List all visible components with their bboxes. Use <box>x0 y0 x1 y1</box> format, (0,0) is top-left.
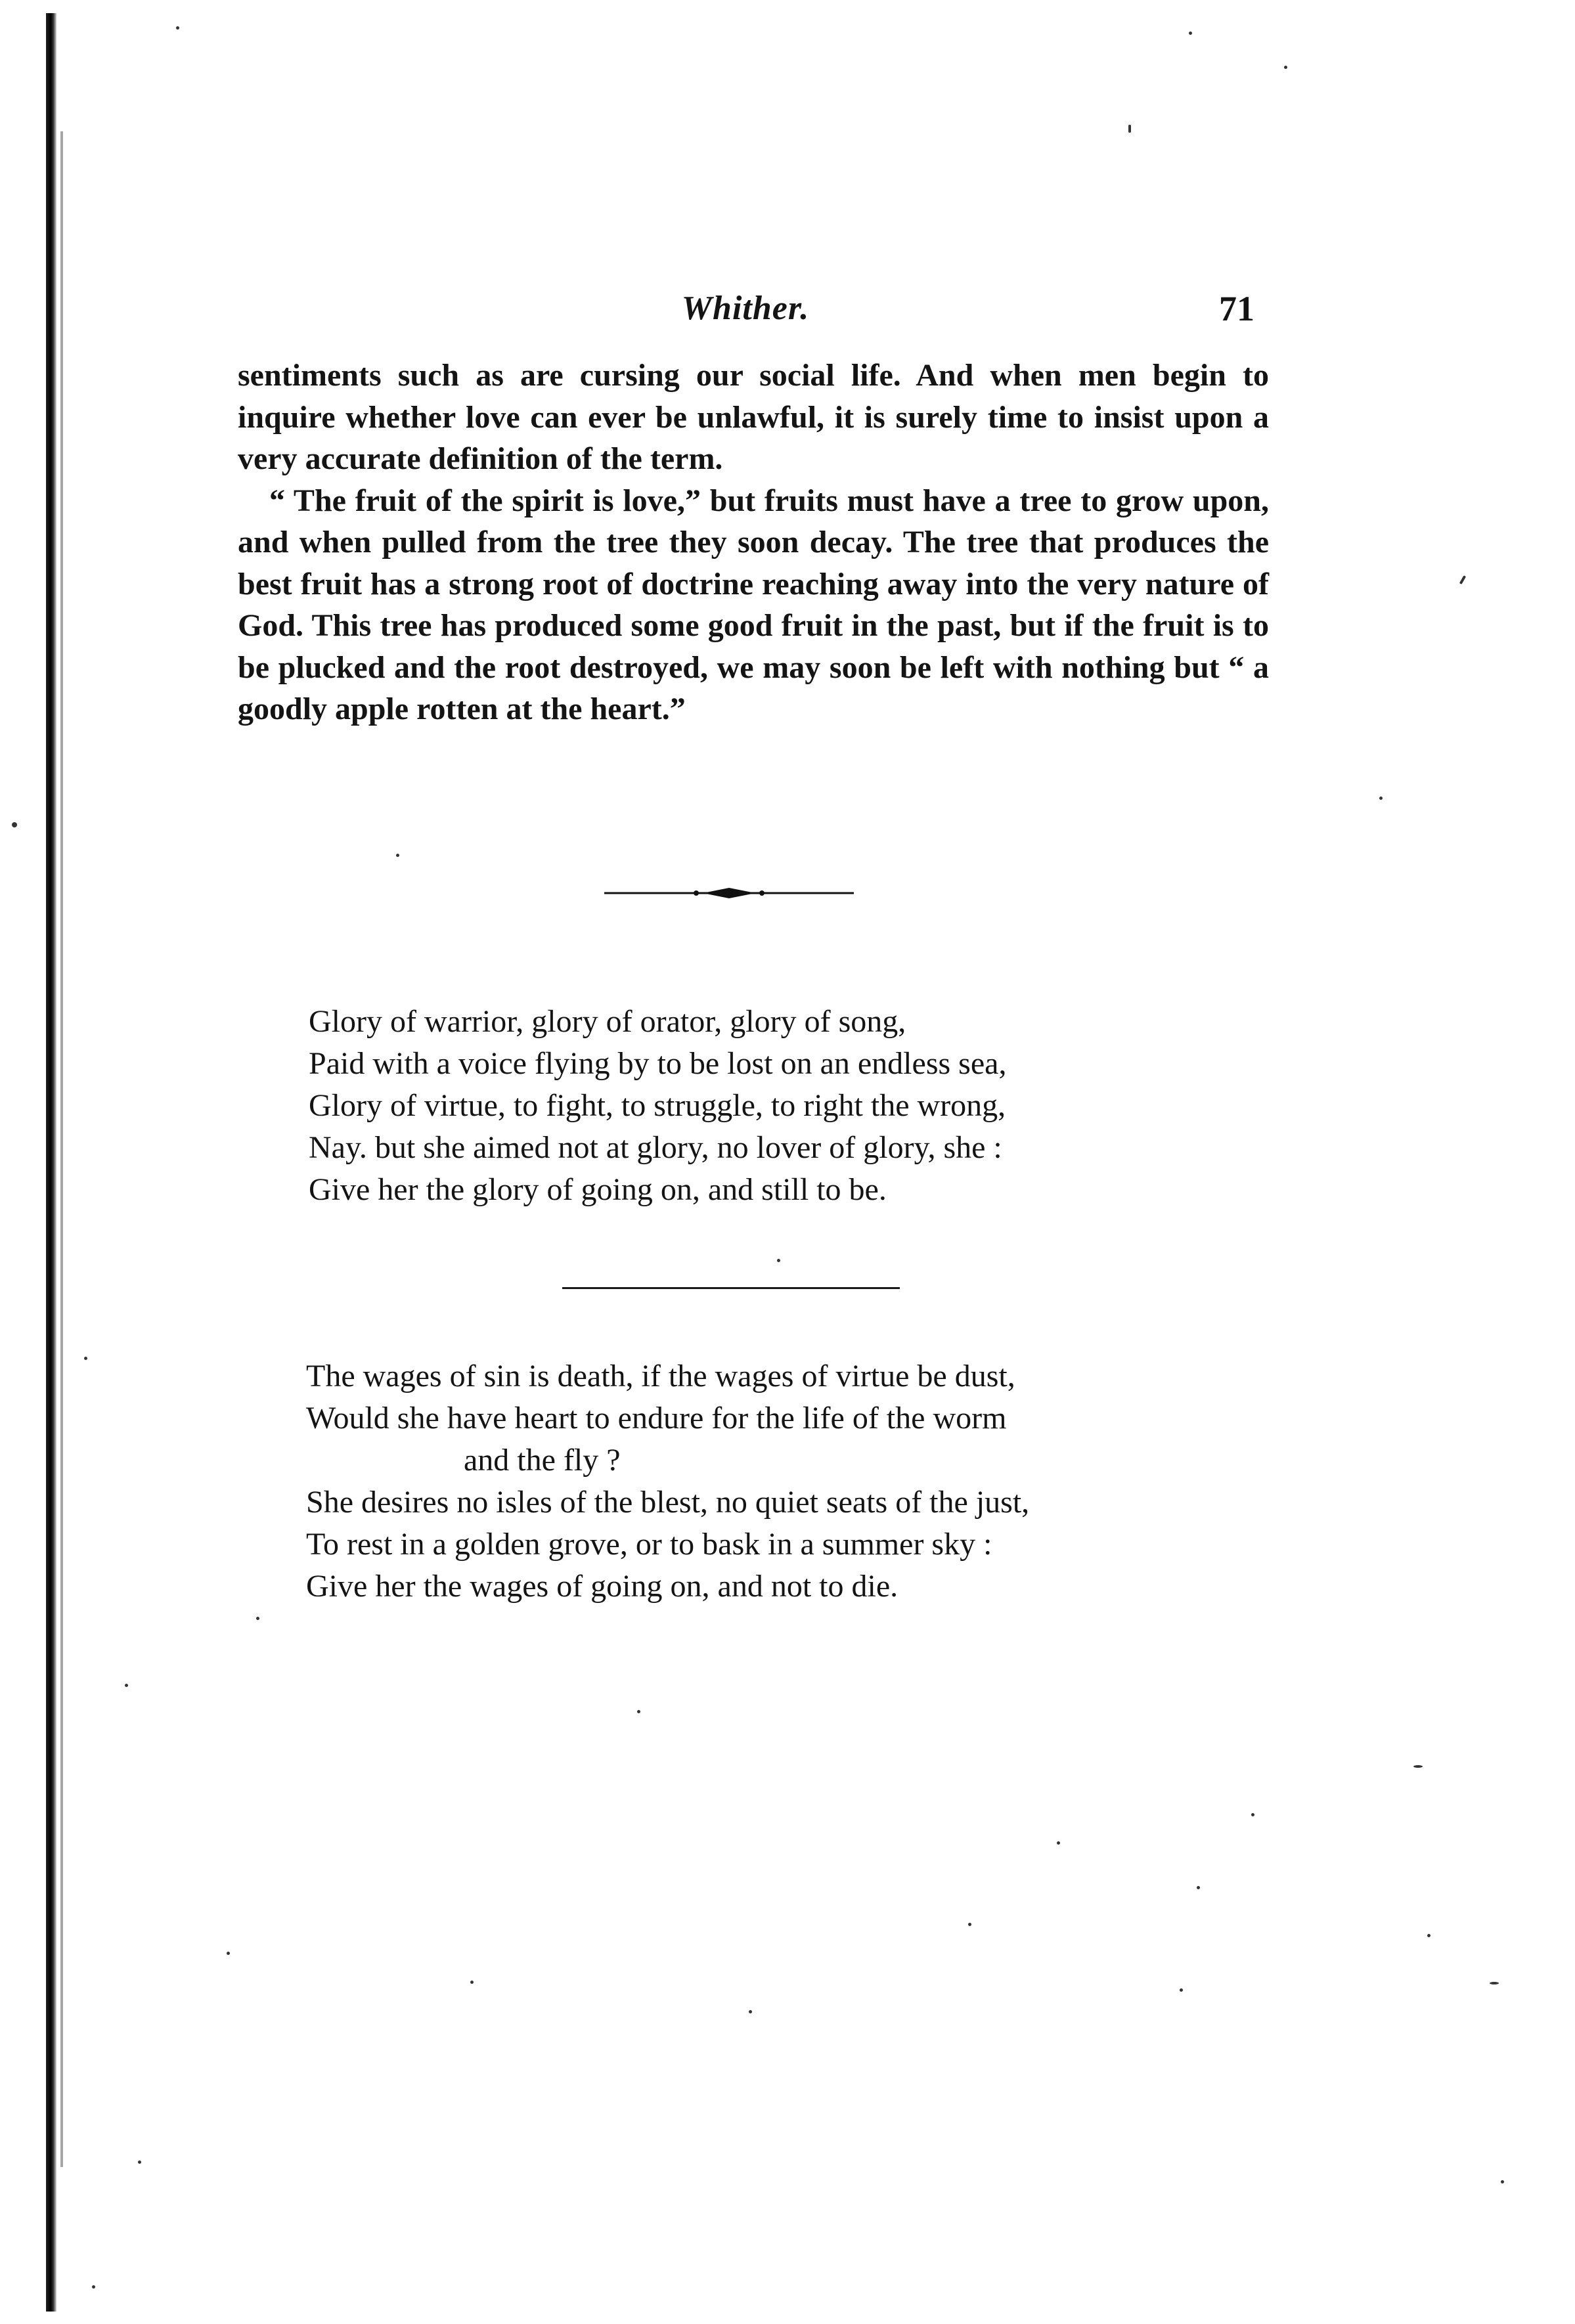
scan-speck <box>1057 1841 1060 1845</box>
poem-line: Give her the glory of going on, and still to be. <box>309 1172 887 1207</box>
scan-speck <box>1197 1886 1200 1889</box>
scan-speck <box>138 2160 141 2164</box>
poem-line: Glory of warrior, glory of orator, glory of song, <box>309 1004 906 1039</box>
poem-line: Nay. but she aimed not at glory, no lover of glory, she : <box>309 1130 1002 1165</box>
paragraph: “ The fruit of the spirit is love,” but fruits must have a tree to grow upon, and when pulled from the tree they soon decay. The tree that produces the best fruit has a strong root of doctrine reaching away into the very nature of God. This tree has produced some good fruit in the past, but if the fruit is to be plucked and the root destroyed, we may soon be left with nothing but “ a goodly apple rotten at the heart.” <box>238 483 1269 726</box>
poem-line: She desires no isles of the blest, no quiet seats of the just, <box>306 1485 1030 1520</box>
poem-stanza <box>309 1001 1006 1211</box>
poem-stanza <box>306 1355 1029 1608</box>
poem-line: To rest in a golden grove, or to bask in a summer sky : <box>306 1527 992 1562</box>
scan-speck <box>1459 575 1466 584</box>
scan-speck <box>1251 1813 1254 1816</box>
scan-speck <box>749 2010 752 2013</box>
running-title: Whither. <box>681 290 810 327</box>
binding-shadow <box>60 131 63 2167</box>
scan-speck <box>84 1357 87 1360</box>
scan-speck <box>1413 1765 1423 1768</box>
scan-speck <box>92 2285 95 2289</box>
scan-speck <box>637 1710 640 1713</box>
poem-line: Give her the wages of going on, and not to die. <box>306 1569 898 1604</box>
poem-line-continuation: and the fly ? <box>464 1443 621 1478</box>
scan-speck <box>125 1684 128 1687</box>
ornamental-divider <box>604 880 854 906</box>
scan-speck <box>227 1952 230 1955</box>
scan-speck <box>1490 1982 1499 1984</box>
scan-speck <box>1427 1934 1431 1937</box>
paragraph: sentiments such as are cursing our social life. And when men begin to inquire whether love can ever be unlawful, it is surely time to insist upon a very accurate definition of the term. <box>238 358 1269 476</box>
scan-speck <box>1180 1988 1183 1992</box>
section-rule <box>562 1287 900 1289</box>
poem-line: Glory of virtue, to fight, to struggle, to right the wrong, <box>309 1088 1006 1123</box>
scan-speck <box>1284 66 1287 69</box>
scan-speck <box>968 1923 971 1926</box>
scan-speck <box>1189 32 1192 35</box>
running-head <box>236 282 1254 335</box>
poem-line: The wages of sin is death, if the wages of virtue be dust, <box>306 1359 1015 1393</box>
scan-speck <box>256 1617 259 1620</box>
scan-speck <box>1501 2180 1504 2183</box>
binding-edge <box>46 13 56 2312</box>
scan-speck <box>176 26 179 30</box>
poem-line: Would she have heart to endure for the life of the worm <box>306 1401 1007 1436</box>
prose-text <box>238 355 1269 730</box>
scan-speck <box>396 854 399 857</box>
scan-speck <box>1128 125 1131 133</box>
scan-speck <box>777 1259 780 1262</box>
scan-speck <box>12 822 17 827</box>
scan-speck <box>1379 797 1383 800</box>
scan-speck <box>470 1981 474 1984</box>
page-number: 71 <box>1219 289 1254 328</box>
poem-line: Paid with a voice flying by to be lost on an endless sea, <box>309 1046 1007 1081</box>
